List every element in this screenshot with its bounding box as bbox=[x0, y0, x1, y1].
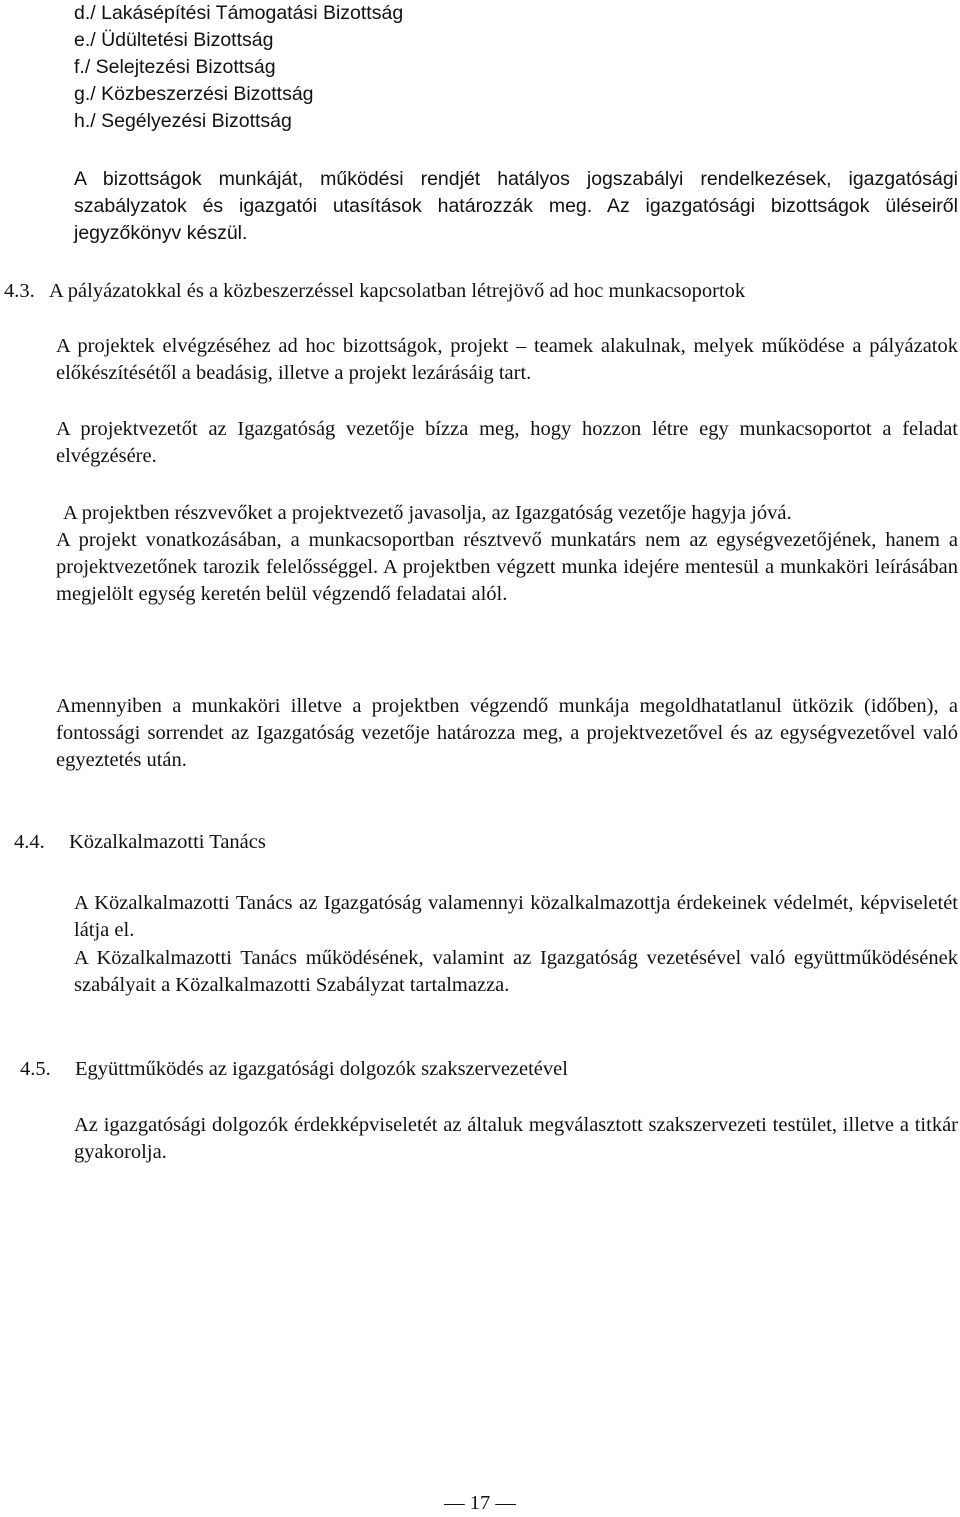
page-number: — 17 — bbox=[444, 1492, 516, 1514]
section-number: 4.3. bbox=[4, 280, 35, 302]
paragraph-conflict: Amennyiben a munkaköri illetve a projektben végzendő munkája megoldhatatlanul ütközik (időben), a fontossági sorrendet az Igazgatóság vezetője határozza meg, a projektvezetővel és az egységvezetővel való egyeztetés után. bbox=[56, 695, 958, 771]
list-item-f: f./ Selejtezési Bizottság bbox=[74, 56, 276, 78]
list-item-d: d./ Lakásépítési Támogatási Bizottság bbox=[74, 2, 404, 24]
list-item-e: e./ Üdültetési Bizottság bbox=[74, 29, 274, 51]
section-heading-4-5 bbox=[20, 1056, 958, 1083]
paragraph-project-leader: A projektvezetőt az Igazgatóság vezetője bízza meg, hogy hozzon létre egy munkacsoportot a feladat elvégzésére. bbox=[56, 418, 958, 467]
paragraph-trade-union: Az igazgatósági dolgozók érdekképviseletét az általuk megválasztott szakszervezeti testület, illetve a titkár gyakorolja. bbox=[74, 1114, 958, 1163]
committees-paragraph bbox=[74, 166, 958, 247]
section-title: A pályázatokkal és a közbeszerzéssel kapcsolatban létrejövő ad hoc munkacsoportok bbox=[49, 280, 746, 302]
paragraph-council-rules: A Közalkalmazotti Tanács működésének, valamint az Igazgatóság vezetésével való együttműködésének szabályait a Közalkalmazotti Szabályzat tartalmazza. bbox=[74, 947, 958, 996]
section-number: 4.5. bbox=[20, 1058, 51, 1080]
section-heading-4-3 bbox=[4, 278, 958, 305]
section-number: 4.4. bbox=[14, 831, 45, 853]
section-heading-4-4 bbox=[14, 829, 958, 856]
section-title: Közalkalmazotti Tanács bbox=[69, 831, 266, 853]
paragraph-projects: A projektek elvégzéséhez ad hoc bizottságok, projekt – teamek alakulnak, melyek működése a pályázatok előkészítésétől a beadásig, illetve a projekt lezárásáig tart. bbox=[56, 335, 958, 384]
paragraph-council-role: A Közalkalmazotti Tanács az Igazgatóság valamennyi közalkalmazottja érdekeinek védelmét, képviseletét látja el. bbox=[74, 892, 958, 941]
committees-paragraph-main: A bizottságok munkáját, működési rendjét hatályos jogszabályi rendelkezések, igazgatósági szabályzatok és igazgatói utasítások határozzák meg. bbox=[74, 168, 958, 217]
section-title: Együttműködés az igazgatósági dolgozók szakszervezetével bbox=[75, 1058, 568, 1080]
list-item-h: h./ Segélyezési Bizottság bbox=[74, 110, 292, 132]
committees-paragraph-tail: Az igazgatósági bizottságok üléseiről jegyzőkönyv készül. bbox=[74, 195, 958, 244]
list-item-g: g./ Közbeszerzési Bizottság bbox=[74, 83, 314, 105]
paragraph-participants: A projektben részvevőket a projektvezető javasolja, az Igazgatóság vezetője hagyja jóvá. bbox=[63, 502, 792, 524]
paragraph-responsibility: A projekt vonatkozásában, a munkacsoportban résztvevő munkatárs nem az egységvezetőjének, hanem a projektvezetőnek tarozik felelősséggel. A projektben végzett munka idejére mentesül a munkaköri leírásában megjelölt egység keretén belül végzendő feladatai alól. bbox=[56, 529, 958, 605]
